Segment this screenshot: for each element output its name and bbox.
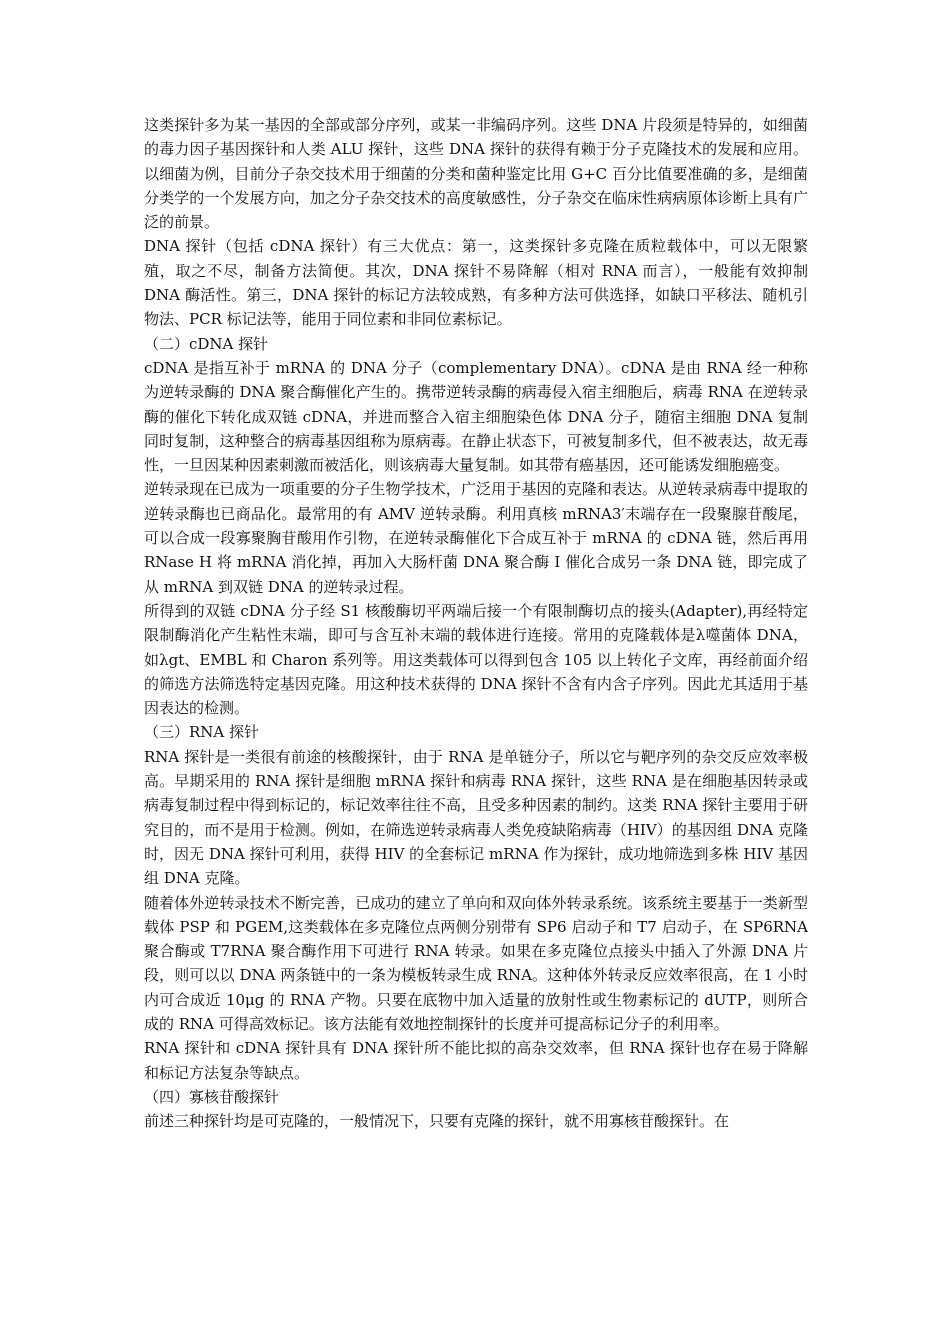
section-heading-rna-probe: （三）RNA 探针 <box>144 723 260 742</box>
paragraph-cdna-cloning: 所得到的双链 cDNA 分子经 S1 核酸酶切平两端后接一个有限制酶切点的接头(Adapter),再经特定限制酶消化产生粘性末端，即可与含互补末端的载体进行连接。常用的克隆载体是λ噬菌体 DNA，如λgt、EMBL 和 Charon 系列等。用这类载体可以得到包含 105 以上转化子文库，再经前面介绍的筛选方法筛选特定基因克隆。用这种技术获得的 DNA 探针不含有内含子序列。因此尤其适用于基因表达的检测。 <box>144 601 808 718</box>
paragraph-cdna-definition: cDNA 是指互补于 mRNA 的 DNA 分子（complementary DNA）。cDNA 是由 RNA 经一种称为逆转录酶的 DNA 聚合酶催化产生的。携带逆转录酶的病毒侵入宿主细胞后，病毒 RNA 在逆转录酶的催化下转化成双链 cDNA，并进而整合入宿主细胞染色体 DNA 分子，随宿主细胞 DNA 复制同时复制，这种整合的病毒基因组称为原病毒。在静止状态下，可被复制多代，但不被表达，故无毒性，一旦因某种因素刺激而被活化，则该病毒大量复制。如其带有癌基因，还可能诱发细胞癌变。 <box>144 358 808 475</box>
paragraph-in-vitro-transcription: 随着体外逆转录技术不断完善，已成功的建立了单向和双向体外转录系统。该系统主要基于一类新型载体 PSP 和 PGEM,这类载体在多克隆位点两侧分别带有 SP6 启动子和 T7 启动子，在 SP6RNA 聚合酶或 T7RNA 聚合酶作用下可进行 RNA 转录。如果在多克隆位点接头中插入了外源 DNA 片段，则可以以 DNA 两条链中的一条为模板转录生成 RNA。这种体外转录反应效率很高，在 1 小时内可合成近 10μg 的 RNA 产物。只要在底物中加入适量的放射性或生物素标记的 dUTP，则所合成的 RNA 可得高效标记。该方法能有效地控制探针的长度并可提高标记分子的利用率。 <box>144 893 808 1033</box>
paragraph-oligonucleotide-intro: 前述三种探针均是可克隆的，一般情况下，只要有克隆的探针，就不用寡核苷酸探针。在 <box>144 1112 730 1131</box>
section-heading-oligonucleotide-probe: （四）寡核苷酸探针 <box>144 1087 280 1106</box>
paragraph-dna-probe-intro: 这类探针多为某一基因的全部或部分序列，或某一非编码序列。这些 DNA 片段须是特异的，如细菌的毒力因子基因探针和人类 ALU 探针，这些 DNA 探针的获得有赖于分子克隆技术的发展和应用。以细菌为例，目前分子杂交技术用于细菌的分类和菌种鉴定比用 G+C 百分比值要准确的多，是细菌分类学的一个发展方向，加之分子杂交技术的高度敏感性，分子杂交在临床性病病原体诊断上具有广泛的前景。 <box>144 116 808 232</box>
paragraph-dna-probe-advantages: DNA 探针（包括 cDNA 探针）有三大优点：第一，这类探针多克隆在质粒载体中，可以无限繁殖，取之不尽，制备方法简便。其次，DNA 探针不易降解（相对 RNA 而言），一般能有效抑制 DNA 酶活性。第三，DNA 探针的标记方法较成熟，有多种方法可供选择，如缺口平移法、随机引物法、PCR 标记法等，能用于同位素和非同位素标记。 <box>144 237 808 329</box>
document-body <box>144 113 808 1133</box>
paragraph-rna-probe-comparison: RNA 探针和 cDNA 探针具有 DNA 探针所不能比拟的高杂交效率，但 RNA 探针也存在易于降解和标记方法复杂等缺点。 <box>144 1039 808 1082</box>
paragraph-rna-probe-intro: RNA 探针是一类很有前途的核酸探针，由于 RNA 是单链分子，所以它与靶序列的杂交反应效率极高。早期采用的 RNA 探针是细胞 mRNA 探针和病毒 RNA 探针，这些 RNA 是在细胞基因转录或病毒复制过程中得到标记的，标记效率往往不高，且受多种因素的制约。这类 RNA 探针主要用于研究目的，而不是用于检测。例如，在筛选逆转录病毒人类免疫缺陷病毒（HIV）的基因组 DNA 克隆时，因无 DNA 探针可利用，获得 HIV 的全套标记 mRNA 作为探针，成功地筛选到多株 HIV 基因组 DNA 克隆。 <box>144 747 808 888</box>
section-heading-cdna-probe: （二）cDNA 探针 <box>144 334 269 353</box>
paragraph-reverse-transcription: 逆转录现在已成为一项重要的分子生物学技术，广泛用于基因的克隆和表达。从逆转录病毒中提取的逆转录酶也已商品化。最常用的有 AMV 逆转录酶。利用真核 mRNA3′末端存在一段聚腺苷酸尾，可以合成一段寡聚胸苷酸用作引物，在逆转录酶催化下合成互补于 mRNA 的 cDNA 链，然后再用 RNase H 将 mRNA 消化掉，再加入大肠杆菌 DNA 聚合酶 I 催化合成另一条 DNA 链，即完成了从 mRNA 到双链 DNA 的逆转录过程。 <box>144 480 808 596</box>
